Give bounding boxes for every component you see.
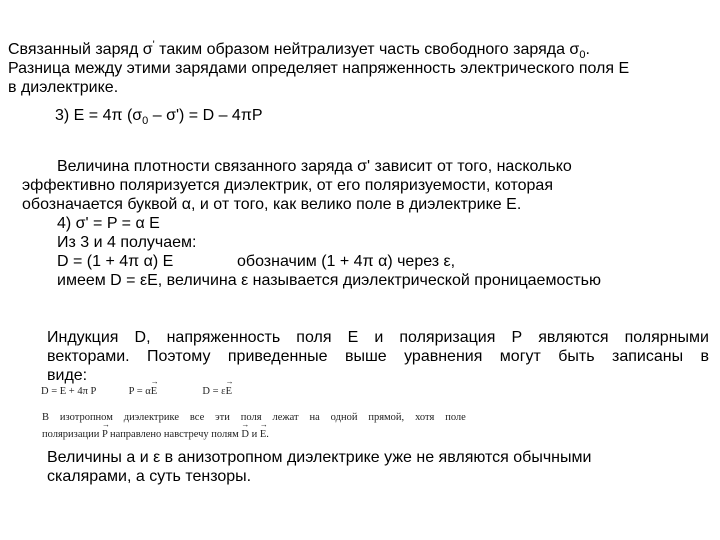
- text-line-justified: [47, 328, 709, 347]
- word: уравнения: [404, 348, 483, 365]
- word: прямой,: [368, 412, 405, 423]
- text-line: Разница между этими зарядами определяет напряженность электрического поля E: [8, 60, 630, 77]
- inset-equations: [38, 384, 466, 441]
- word: E: [347, 329, 359, 346]
- word: P: [511, 329, 523, 346]
- text-line: обозначается буквой α, и от того, как велико поле в диэлектрике Е.: [22, 196, 522, 213]
- inset-equation-row: D = E + 4π P P = α→ E D = ε→ E: [41, 384, 466, 400]
- word: напряженность: [166, 329, 281, 346]
- word: в: [700, 348, 709, 365]
- word: все: [189, 412, 205, 423]
- equation-d: D = (1 + 4π α) E обозначим (1 + 4π α) через ε,: [57, 253, 456, 270]
- text-line: эффективно поляризуется диэлектрик, от его поляризуемости, которая: [22, 177, 553, 194]
- text-line: Из 3 и 4 получаем:: [57, 234, 197, 251]
- word: поля: [240, 412, 262, 423]
- word: Индукция: [47, 329, 119, 346]
- paragraph-tensors: [47, 448, 591, 486]
- word: В: [42, 412, 50, 423]
- word: быть: [558, 348, 595, 365]
- word: Поэтому: [147, 348, 211, 365]
- word: выше: [344, 348, 387, 365]
- word: поляризация: [399, 329, 496, 346]
- inset-text-line: поляризации → P направлено навстречу полям → D и → E.: [42, 429, 466, 441]
- equation-4: 4) σ' = P = α E: [57, 215, 160, 232]
- word: лежат: [272, 412, 299, 423]
- word: на: [309, 412, 320, 423]
- text-line-justified: [47, 347, 709, 366]
- equation-3: 3) E = 4π $(\sigma_0 - \sigma') = D - 4\pi P$: [55, 107, 263, 128]
- paragraph-vectors: [47, 328, 709, 385]
- word: диэлектрике: [123, 412, 179, 423]
- text-line: Величина плотности связанного заряда σ' зависит от того, насколько: [57, 158, 572, 175]
- text-line: Связанный заряд σ' таким образом нейтрализует часть свободного заряда $\sigma_0$.: [8, 39, 590, 62]
- text-line: виде:: [47, 367, 88, 384]
- word: поля: [296, 329, 332, 346]
- text-line: скалярами, а суть тензоры.: [47, 468, 252, 485]
- word: векторами.: [47, 348, 130, 365]
- word: могут: [499, 348, 541, 365]
- word: D,: [134, 329, 151, 346]
- word: одной: [330, 412, 358, 423]
- text-line: в диэлектрике.: [8, 79, 119, 96]
- word: поле: [445, 412, 466, 423]
- word: являются: [538, 329, 609, 346]
- word: полярными: [624, 329, 709, 346]
- paragraph-polarizability: [22, 157, 601, 290]
- word: хотя: [415, 412, 435, 423]
- word: записаны: [612, 348, 684, 365]
- paragraph-bound-charge: [8, 36, 629, 97]
- word: и: [374, 329, 384, 346]
- word: изотропном: [59, 412, 113, 423]
- word: эти: [215, 412, 230, 423]
- word: приведенные: [227, 348, 328, 365]
- text-line: имеем D = εE, величина ε называется диэлектрической проницаемостью: [57, 272, 602, 289]
- text-line: Величины a и ε в анизотропном диэлектрике уже не являются обычными: [47, 449, 592, 466]
